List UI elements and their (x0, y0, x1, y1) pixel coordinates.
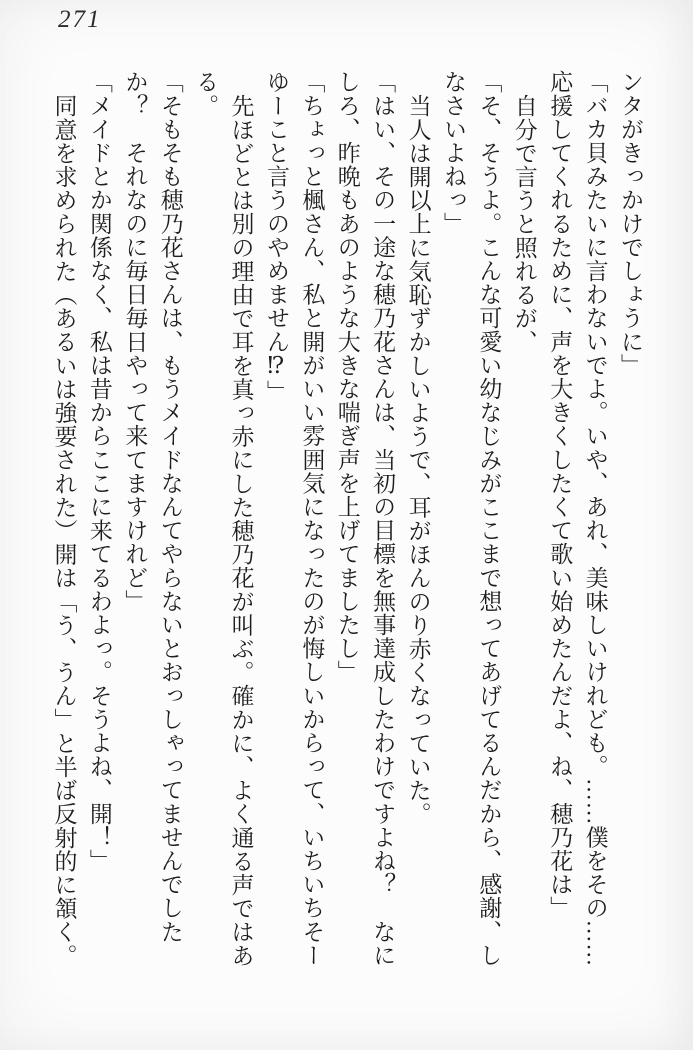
text-line: 「はい、その一途な穂乃花さんは、当初の目標を無事達成したわけですよね？ なに (370, 70, 396, 967)
page-number: 271 (58, 6, 102, 33)
text-area (44, 70, 648, 1012)
text-line: 応援してくれるために、声を大きくしたくて歌い始めたんだよ、ね、穂乃花は」 (547, 70, 573, 920)
text-line: 「メイドとか関係なく、私は昔からここに来てるわよっ。そうよね、開！」 (86, 70, 112, 873)
text-line: 「ちょっと楓さん、私と開がいい雰囲気になったのが悔しいからって、いちいちそー (299, 70, 325, 967)
text-line: か？ それなのに毎日毎日やって来てますけれど」 (122, 70, 148, 613)
text-line: 「バカ貝みたいに言わないでよ。いや、あれ、美味しいけれども。……僕をその…… (582, 70, 608, 967)
text-line: なさいよねっ」 (440, 70, 466, 236)
text-line: ンタがきっかけでしょうに」 (618, 70, 643, 377)
text-line: しろ、昨晩もあのような大きな喘ぎ声を上げてましたし」 (334, 70, 360, 684)
text-line: ゆーこと言うのやめません⁉」 (263, 70, 289, 404)
text-line: 同意を求められた（あるいは強要された）開は「う、うん」と半ば反射的に頷く。 (51, 94, 77, 968)
text-line: 自分で言うと照れるが、 (511, 94, 537, 354)
text-line: 先ほどとは別の理由で耳を真っ赤にした穂乃花が叫ぶ。確かに、よく通る声ではあ (228, 94, 254, 968)
text-line: る。 (193, 70, 219, 118)
text-line: 「そもそも穂乃花さんは、もうメイドなんてやらないとおっしゃってませんでした (157, 70, 183, 944)
text-line: 当人は開以上に気恥ずかしいようで、耳がほんのり赤くなっていた。 (405, 94, 431, 826)
text-line: 「そ、そうよ。こんな可愛い幼なじみがここまで想ってあげてるんだから、感謝、し (476, 70, 502, 967)
